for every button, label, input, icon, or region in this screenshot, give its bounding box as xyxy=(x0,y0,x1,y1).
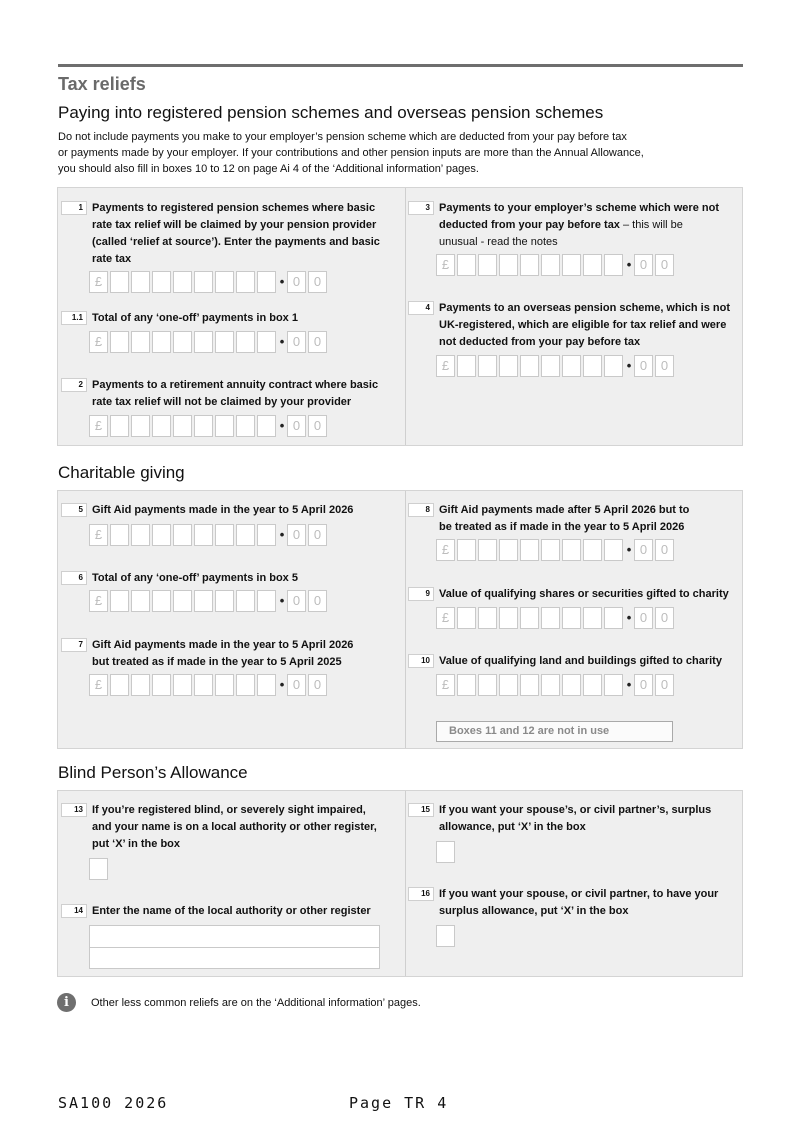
label-line xyxy=(439,217,749,234)
currency-cell[interactable]: £ xyxy=(89,271,108,293)
box-4-amount-field[interactable] xyxy=(436,355,676,377)
label-bold-part: deducted from your pay before tax xyxy=(439,219,620,231)
currency-cell[interactable]: £ xyxy=(436,674,455,696)
digit-cell[interactable] xyxy=(520,355,539,377)
top-rule xyxy=(58,64,743,67)
digit-cell[interactable] xyxy=(520,254,539,276)
pence-cell[interactable]: 0 xyxy=(287,590,306,612)
digit-cell[interactable] xyxy=(541,539,560,561)
pence-cell[interactable]: 0 xyxy=(655,539,674,561)
box-number: 5 xyxy=(61,503,87,517)
box-number: 13 xyxy=(61,803,87,817)
digit-cell[interactable] xyxy=(236,674,255,696)
digit-cell[interactable] xyxy=(215,331,234,353)
digit-cell[interactable] xyxy=(499,674,518,696)
box-label xyxy=(439,802,749,836)
pence-cell[interactable]: 0 xyxy=(287,415,306,437)
label-line: Payments to your employer’s scheme which were not xyxy=(439,202,719,214)
pence-cell[interactable]: 0 xyxy=(308,590,327,612)
digit-cell[interactable] xyxy=(604,254,623,276)
box-label xyxy=(92,377,412,411)
digit-cell[interactable] xyxy=(478,355,497,377)
digit-cell[interactable] xyxy=(173,271,192,293)
box-number: 4 xyxy=(408,301,434,315)
label-line: Gift Aid payments made in the year to 5 April 2026 xyxy=(92,639,354,651)
box-7-amount-field[interactable] xyxy=(89,674,329,696)
label-line: rate tax relief will not be claimed by your provider xyxy=(92,396,352,408)
pence-cell[interactable]: 0 xyxy=(287,524,306,546)
box-3-amount-field[interactable] xyxy=(436,254,676,276)
digit-cell[interactable] xyxy=(478,607,497,629)
box-number: 1 xyxy=(61,201,87,215)
box-label xyxy=(92,903,412,920)
box-label xyxy=(439,300,749,351)
pension-intro xyxy=(58,129,748,177)
currency-cell[interactable]: £ xyxy=(436,539,455,561)
decimal-separator: • xyxy=(626,358,632,373)
box-number: 8 xyxy=(408,503,434,517)
digit-cell[interactable] xyxy=(520,607,539,629)
label-line: surplus allowance, put ‘X’ in the box xyxy=(439,905,629,917)
digit-cell[interactable] xyxy=(236,331,255,353)
box-number: 15 xyxy=(408,803,434,817)
digit-cell[interactable] xyxy=(236,524,255,546)
digit-cell[interactable] xyxy=(194,590,213,612)
digit-cell[interactable] xyxy=(257,524,276,546)
label-line: put ‘X’ in the box xyxy=(92,838,180,850)
box-label xyxy=(439,586,749,603)
box-number: 2 xyxy=(61,378,87,392)
box-label xyxy=(439,200,749,251)
pence-cell[interactable]: 0 xyxy=(655,607,674,629)
boxes-not-in-use-note: Boxes 11 and 12 are not in use xyxy=(436,721,673,742)
decimal-separator: • xyxy=(626,257,632,272)
digit-cell[interactable] xyxy=(541,607,560,629)
decimal-separator: • xyxy=(626,542,632,557)
digit-cell[interactable] xyxy=(478,674,497,696)
pence-cell[interactable]: 0 xyxy=(287,271,306,293)
charity-heading: Charitable giving xyxy=(58,463,185,482)
label-line: Value of qualifying land and buildings gifted to charity xyxy=(439,655,722,667)
digit-cell[interactable] xyxy=(520,539,539,561)
digit-cell[interactable] xyxy=(583,539,602,561)
digit-cell[interactable] xyxy=(257,415,276,437)
label-line: Enter the name of the local authority or other register xyxy=(92,905,371,917)
digit-cell[interactable] xyxy=(173,674,192,696)
currency-cell[interactable]: £ xyxy=(89,331,108,353)
pence-cell[interactable]: 0 xyxy=(287,674,306,696)
label-line: If you want your spouse, or civil partner, to have your xyxy=(439,888,719,900)
label-line: If you want your spouse’s, or civil partner’s, surplus xyxy=(439,804,712,816)
box-15-checkbox[interactable] xyxy=(436,841,455,863)
box-label xyxy=(92,802,412,853)
box-label xyxy=(439,502,749,536)
label-line: not deducted from your pay before tax xyxy=(439,336,641,348)
digit-cell[interactable] xyxy=(131,590,150,612)
box-number: 10 xyxy=(408,654,434,668)
label-normal-part: – this will be xyxy=(619,219,683,231)
label-line: Total of any ‘one-off’ payments in box 5 xyxy=(92,572,298,584)
digit-cell[interactable] xyxy=(499,254,518,276)
digit-cell[interactable] xyxy=(499,355,518,377)
currency-cell[interactable]: £ xyxy=(436,254,455,276)
box-13-checkbox[interactable] xyxy=(89,858,108,880)
digit-cell[interactable] xyxy=(131,524,150,546)
digit-cell[interactable] xyxy=(173,524,192,546)
label-line: and your name is on a local authority or other register, xyxy=(92,821,377,833)
box-label xyxy=(439,653,749,670)
digit-cell[interactable] xyxy=(236,415,255,437)
digit-cell[interactable] xyxy=(257,590,276,612)
decimal-separator: • xyxy=(279,418,285,433)
pence-cell[interactable]: 0 xyxy=(655,254,674,276)
pence-cell[interactable]: 0 xyxy=(634,254,653,276)
name-field-divider xyxy=(90,947,379,948)
digit-cell[interactable] xyxy=(541,674,560,696)
digit-cell[interactable] xyxy=(583,355,602,377)
digit-cell[interactable] xyxy=(152,674,171,696)
digit-cell[interactable] xyxy=(562,607,581,629)
box-14-authority-name-field[interactable] xyxy=(89,925,380,969)
pence-cell[interactable]: 0 xyxy=(308,415,327,437)
label-line: rate tax relief will be claimed by your pension provider xyxy=(92,219,377,231)
box-6-amount-field[interactable] xyxy=(89,590,329,612)
digit-cell[interactable] xyxy=(110,415,129,437)
box-label xyxy=(92,570,412,587)
label-line: rate tax xyxy=(92,253,132,265)
box-number: 6 xyxy=(61,571,87,585)
digit-cell[interactable] xyxy=(604,674,623,696)
digit-cell[interactable] xyxy=(110,331,129,353)
digit-cell[interactable] xyxy=(194,524,213,546)
digit-cell[interactable] xyxy=(194,674,213,696)
box-label xyxy=(92,200,412,268)
digit-cell[interactable] xyxy=(257,271,276,293)
intro-line: you should also fill in boxes 10 to 12 on page Ai 4 of the ‘Additional information’ pages. xyxy=(58,163,479,175)
digit-cell[interactable] xyxy=(110,590,129,612)
currency-cell[interactable]: £ xyxy=(436,607,455,629)
pension-panel xyxy=(57,187,743,446)
box-label xyxy=(92,637,412,671)
digit-cell[interactable] xyxy=(257,331,276,353)
pence-cell[interactable]: 0 xyxy=(287,331,306,353)
intro-line: Do not include payments you make to your employer’s pension scheme which are deducted from your pay before tax xyxy=(58,131,627,143)
digit-cell[interactable] xyxy=(583,254,602,276)
label-line: Total of any ‘one-off’ payments in box 1 xyxy=(92,312,298,324)
page-number: Page TR 4 xyxy=(349,1094,449,1112)
box-number: 3 xyxy=(408,201,434,215)
digit-cell[interactable] xyxy=(257,674,276,696)
label-line: If you’re registered blind, or severely sight impaired, xyxy=(92,804,366,816)
currency-cell[interactable]: £ xyxy=(89,590,108,612)
digit-cell[interactable] xyxy=(236,590,255,612)
box-5-amount-field[interactable] xyxy=(89,524,329,546)
digit-cell[interactable] xyxy=(562,355,581,377)
pence-cell[interactable]: 0 xyxy=(655,674,674,696)
label-line: Payments to a retirement annuity contract where basic xyxy=(92,379,379,391)
digit-cell[interactable] xyxy=(499,607,518,629)
pence-cell[interactable]: 0 xyxy=(634,355,653,377)
digit-cell[interactable] xyxy=(194,415,213,437)
digit-cell[interactable] xyxy=(110,674,129,696)
digit-cell[interactable] xyxy=(110,271,129,293)
digit-cell[interactable] xyxy=(478,539,497,561)
digit-cell[interactable] xyxy=(215,415,234,437)
blind-heading: Blind Person’s Allowance xyxy=(58,763,248,782)
digit-cell[interactable] xyxy=(215,590,234,612)
label-line: be treated as if made in the year to 5 April 2026 xyxy=(439,521,685,533)
box-number: 16 xyxy=(408,887,434,901)
digit-cell[interactable] xyxy=(562,539,581,561)
section-title: Tax reliefs xyxy=(58,74,146,94)
digit-cell[interactable] xyxy=(173,590,192,612)
label-line: Value of qualifying shares or securities gifted to charity xyxy=(439,588,729,600)
currency-cell[interactable]: £ xyxy=(89,674,108,696)
box-label xyxy=(92,502,412,519)
digit-cell[interactable] xyxy=(499,539,518,561)
digit-cell[interactable] xyxy=(236,271,255,293)
box-16-checkbox[interactable] xyxy=(436,925,455,947)
digit-cell[interactable] xyxy=(562,674,581,696)
form-id: SA100 2026 xyxy=(58,1094,169,1112)
digit-cell[interactable] xyxy=(604,539,623,561)
box-9-amount-field[interactable] xyxy=(436,607,676,629)
digit-cell[interactable] xyxy=(152,524,171,546)
box-number: 9 xyxy=(408,587,434,601)
digit-cell[interactable] xyxy=(215,524,234,546)
digit-cell[interactable] xyxy=(131,271,150,293)
decimal-separator: • xyxy=(626,610,632,625)
pension-heading: Paying into registered pension schemes and overseas pension schemes xyxy=(58,103,604,122)
label-line: Payments to an overseas pension scheme, which is not xyxy=(439,302,730,314)
pence-cell[interactable]: 0 xyxy=(634,539,653,561)
decimal-separator: • xyxy=(279,677,285,692)
box-10-amount-field[interactable] xyxy=(436,674,676,696)
pence-cell[interactable]: 0 xyxy=(634,607,653,629)
digit-cell[interactable] xyxy=(152,271,171,293)
digit-cell[interactable] xyxy=(562,254,581,276)
digit-cell[interactable] xyxy=(152,415,171,437)
digit-cell[interactable] xyxy=(520,674,539,696)
box-1-amount-field[interactable] xyxy=(89,271,329,293)
decimal-separator: • xyxy=(279,274,285,289)
charity-panel xyxy=(57,490,743,749)
digit-cell[interactable] xyxy=(131,331,150,353)
digit-cell[interactable] xyxy=(152,590,171,612)
decimal-separator: • xyxy=(279,593,285,608)
box-number: 1.1 xyxy=(61,311,87,325)
pence-cell[interactable]: 0 xyxy=(308,524,327,546)
label-line: unusual - read the notes xyxy=(439,236,558,248)
digit-cell[interactable] xyxy=(457,607,476,629)
digit-cell[interactable] xyxy=(457,254,476,276)
digit-cell[interactable] xyxy=(541,355,560,377)
box-2-amount-field[interactable] xyxy=(89,415,329,437)
pence-cell[interactable]: 0 xyxy=(634,674,653,696)
decimal-separator: • xyxy=(279,334,285,349)
digit-cell[interactable] xyxy=(215,271,234,293)
currency-cell[interactable]: £ xyxy=(436,355,455,377)
digit-cell[interactable] xyxy=(194,271,213,293)
label-line: UK-registered, which are eligible for tax relief and were xyxy=(439,319,727,331)
box-number: 14 xyxy=(61,904,87,918)
box-label xyxy=(439,886,749,920)
box-1-1-amount-field[interactable] xyxy=(89,331,329,353)
info-icon: i xyxy=(57,993,76,1012)
digit-cell[interactable] xyxy=(457,355,476,377)
label-line: Payments to registered pension schemes where basic xyxy=(92,202,376,214)
digit-cell[interactable] xyxy=(152,331,171,353)
decimal-separator: • xyxy=(626,677,632,692)
box-label xyxy=(92,310,412,327)
digit-cell[interactable] xyxy=(131,674,150,696)
digit-cell[interactable] xyxy=(478,254,497,276)
label-line: but treated as if made in the year to 5 April 2025 xyxy=(92,656,342,668)
digit-cell[interactable] xyxy=(457,539,476,561)
digit-cell[interactable] xyxy=(541,254,560,276)
digit-cell[interactable] xyxy=(604,355,623,377)
column-divider xyxy=(405,491,406,748)
digit-cell[interactable] xyxy=(131,415,150,437)
currency-cell[interactable]: £ xyxy=(89,415,108,437)
blind-panel xyxy=(57,790,743,977)
info-note: Other less common reliefs are on the ‘Additional information’ pages. xyxy=(91,997,421,1009)
box-number: 7 xyxy=(61,638,87,652)
pence-cell[interactable]: 0 xyxy=(308,331,327,353)
digit-cell[interactable] xyxy=(583,674,602,696)
digit-cell[interactable] xyxy=(194,331,213,353)
currency-cell[interactable]: £ xyxy=(89,524,108,546)
digit-cell[interactable] xyxy=(173,415,192,437)
decimal-separator: • xyxy=(279,527,285,542)
label-line: Gift Aid payments made after 5 April 2026 but to xyxy=(439,504,690,516)
digit-cell[interactable] xyxy=(215,674,234,696)
pence-cell[interactable]: 0 xyxy=(655,355,674,377)
digit-cell[interactable] xyxy=(583,607,602,629)
intro-line: or payments made by your employer. If your contributions and other pension inputs are more than the Annual Allowance, xyxy=(58,147,644,159)
label-line: allowance, put ‘X’ in the box xyxy=(439,821,586,833)
digit-cell[interactable] xyxy=(457,674,476,696)
label-line: Gift Aid payments made in the year to 5 April 2026 xyxy=(92,504,354,516)
label-line: (called ‘relief at source’). Enter the payments and basic xyxy=(92,236,380,248)
pence-cell[interactable]: 0 xyxy=(308,674,327,696)
pence-cell[interactable]: 0 xyxy=(308,271,327,293)
digit-cell[interactable] xyxy=(173,331,192,353)
digit-cell[interactable] xyxy=(604,607,623,629)
box-8-amount-field[interactable] xyxy=(436,539,676,561)
digit-cell[interactable] xyxy=(110,524,129,546)
